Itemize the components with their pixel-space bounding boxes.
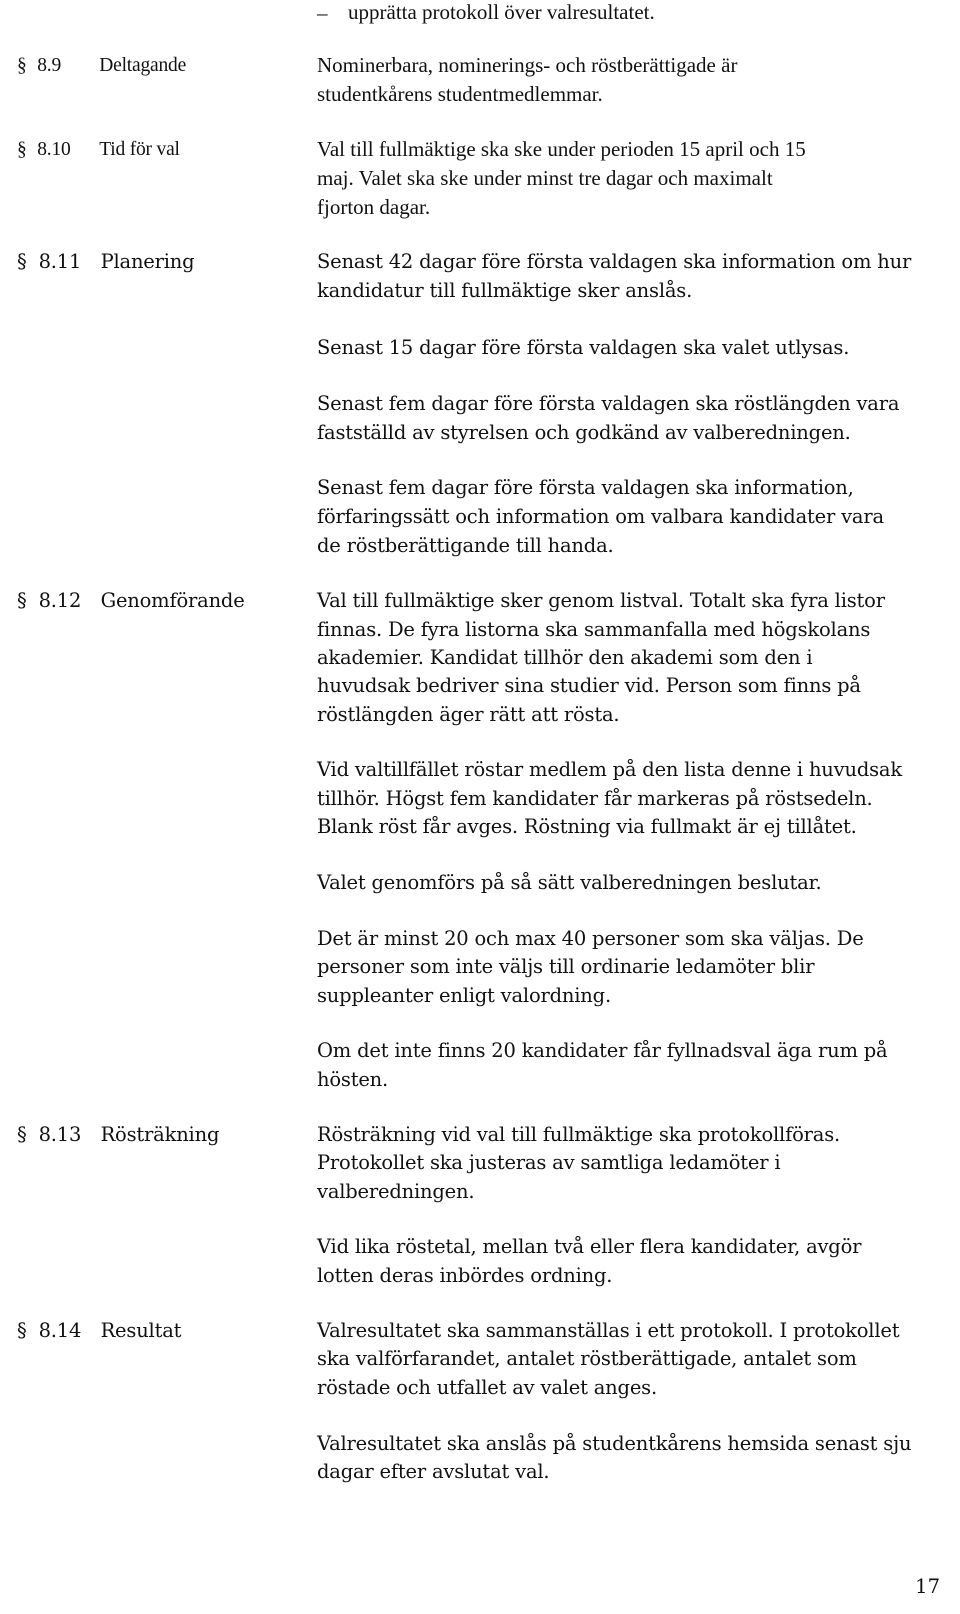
section-8-12-line: Det är minst 20 och max 40 personer som ska väljas. De bbox=[317, 927, 864, 950]
section-8-12-line: röstlängden äger rätt att rösta. bbox=[317, 703, 620, 726]
section-number: 8.14 bbox=[38, 1319, 82, 1342]
section-number: 8.11 bbox=[38, 250, 82, 273]
section-8-13-line: Rösträkning vid val till fullmäktige ska protokollföras. bbox=[317, 1123, 841, 1146]
section-title: Tid för val bbox=[99, 139, 180, 160]
section-title: Deltagande bbox=[99, 55, 187, 76]
section-8-12-line: personer som inte väljs till ordinarie ledamöter blir bbox=[317, 955, 815, 978]
section-symbol: § bbox=[17, 139, 27, 160]
section-8-12-line: huvudsak bedriver sina studier vid. Person som finns på bbox=[317, 674, 861, 697]
section-8-9-line: studentkårens studentmedlemmar. bbox=[317, 82, 603, 106]
section-8-14-line: röstade och utfallet av valet anges. bbox=[317, 1376, 657, 1399]
section-heading-8-9 bbox=[17, 51, 186, 80]
section-symbol: § bbox=[17, 1319, 27, 1342]
section-8-14-line: ska valförfarandet, antalet röstberättigade, antalet som bbox=[317, 1347, 857, 1370]
section-8-12-line: tillhör. Högst fem kandidater får markeras på röstsedeln. bbox=[317, 787, 873, 810]
section-8-12-line: Blank röst får avges. Röstning via fullmakt är ej tillåtet. bbox=[317, 815, 857, 838]
section-8-11-line: Senast fem dagar före första valdagen ska information, bbox=[317, 476, 854, 499]
section-title: Planering bbox=[100, 250, 195, 273]
section-8-11-line: Senast 15 dagar före första valdagen ska valet utlysas. bbox=[317, 336, 850, 359]
section-8-11-line: kandidatur till fullmäktige sker anslås. bbox=[317, 279, 693, 302]
section-heading-8-11 bbox=[17, 247, 194, 276]
section-8-11-line: de röstberättigande till handa. bbox=[317, 534, 614, 557]
section-8-14-line: Valresultatet ska anslås på studentkårens hemsida senast sju bbox=[317, 1432, 912, 1455]
section-8-12-line: finnas. De fyra listorna ska sammanfalla med högskolans bbox=[317, 618, 871, 641]
bullet-dash: – bbox=[317, 1, 328, 25]
section-8-10-line: Val till fullmäktige ska ske under perioden 15 april och 15 bbox=[317, 137, 806, 161]
page-number: 17 bbox=[915, 1575, 940, 1598]
section-8-12-line: akademier. Kandidat tillhör den akademi som den i bbox=[317, 646, 813, 669]
section-8-14-line: Valresultatet ska sammanställas i ett protokoll. I protokollet bbox=[317, 1319, 900, 1342]
section-8-13-line: valberedningen. bbox=[317, 1180, 475, 1203]
section-8-12-line: hösten. bbox=[317, 1068, 389, 1091]
section-symbol: § bbox=[17, 589, 27, 612]
section-8-10-line: fjorton dagar. bbox=[317, 195, 431, 219]
section-8-11-line: Senast fem dagar före första valdagen ska röstlängden vara bbox=[317, 392, 900, 415]
section-8-13-line: Protokollet ska justeras av samtliga ledamöter i bbox=[317, 1151, 781, 1174]
section-heading-8-14 bbox=[17, 1316, 181, 1345]
section-8-11-line: Senast 42 dagar före första valdagen ska information om hur bbox=[317, 250, 912, 273]
section-symbol: § bbox=[17, 55, 27, 76]
section-8-12-line: Vid valtillfället röstar medlem på den lista denne i huvudsak bbox=[317, 758, 902, 781]
section-8-12-line: suppleanter enligt valordning. bbox=[317, 984, 611, 1007]
section-8-11-line: fastställd av styrelsen och godkänd av valberedningen. bbox=[317, 421, 851, 444]
section-8-14-line: dagar efter avslutat val. bbox=[317, 1460, 550, 1483]
section-8-12-line: Val till fullmäktige sker genom listval. Totalt ska fyra listor bbox=[317, 589, 885, 612]
section-8-13-line: lotten deras inbördes ordning. bbox=[317, 1264, 613, 1287]
section-symbol: § bbox=[17, 1123, 27, 1146]
section-8-11-line: förfaringssätt och information om valbara kandidater vara bbox=[317, 505, 884, 528]
section-8-13-line: Vid lika röstetal, mellan två eller flera kandidater, avgör bbox=[317, 1235, 862, 1258]
section-8-9-line: Nominerbara, nominerings- och röstberättigade är bbox=[317, 53, 738, 77]
bullet-text: upprätta protokoll över valresultatet. bbox=[348, 0, 655, 24]
section-heading-8-10 bbox=[17, 135, 180, 164]
section-title: Genomförande bbox=[100, 589, 245, 612]
section-title: Resultat bbox=[100, 1319, 182, 1342]
section-number: 8.10 bbox=[37, 139, 71, 160]
section-number: 8.12 bbox=[38, 589, 82, 612]
section-title: Rösträkning bbox=[100, 1123, 220, 1146]
section-8-12-line: Om det inte finns 20 kandidater får fyllnadsval äga rum på bbox=[317, 1039, 888, 1062]
section-heading-8-12 bbox=[17, 586, 245, 615]
section-8-10-line: maj. Valet ska ske under minst tre dagar och maximalt bbox=[317, 166, 773, 190]
section-number: 8.13 bbox=[38, 1123, 82, 1146]
section-8-12-line: Valet genomförs på så sätt valberedningen beslutar. bbox=[317, 871, 822, 894]
section-number: 8.9 bbox=[37, 55, 62, 76]
section-heading-8-13 bbox=[17, 1120, 219, 1149]
section-symbol: § bbox=[17, 250, 27, 273]
